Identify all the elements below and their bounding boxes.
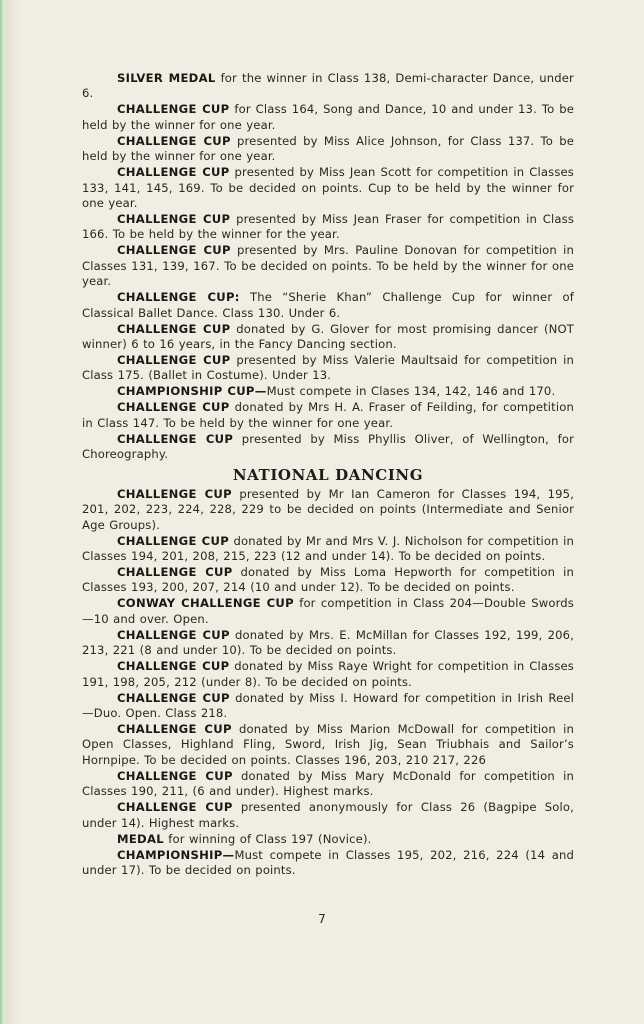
award-title: CHALLENGE CUP — [117, 133, 231, 148]
award-description: presented by Miss Jean Scott for competition in Classes 133, 141, 145, 169. To be decided on points. Cup to be held by the winner for one year. — [82, 165, 575, 211]
award-description: presented by Miss Jean Fraser for competition in Class 166. To be held by the winner for the year. — [82, 212, 575, 242]
award-entry — [82, 628, 574, 659]
award-title: CHALLENGE CUP — [117, 533, 230, 548]
award-title: CHALLENGE CUP: — [117, 290, 240, 305]
award-entry — [82, 212, 574, 243]
award-title: MEDAL — [117, 831, 164, 846]
award-entry — [82, 769, 574, 800]
award-description: for winning of Class 197 (Novice). — [163, 831, 372, 846]
award-entry — [82, 290, 574, 321]
award-title: SILVER MEDAL — [117, 71, 216, 85]
award-description: for the winner in Class 138, Demi-character Dance, under 6. — [82, 71, 574, 101]
award-title: CHALLENGE CUP — [117, 564, 233, 579]
award-title: CHALLENGE CUP — [117, 659, 230, 674]
award-entry — [82, 534, 574, 565]
award-entry — [82, 691, 574, 722]
award-title: CHALLENGE CUP — [117, 165, 230, 180]
award-description: donated by Miss Raye Wright for competition in Classes 191, 198, 205, 212 (under 8). To be decided on points. — [82, 659, 574, 689]
award-title: CHALLENGE CUP — [117, 353, 231, 368]
award-title: CHALLENGE CUP — [117, 627, 230, 642]
award-entry — [82, 722, 574, 768]
award-description: Must compete in Clases 134, 142, 146 and 170. — [266, 384, 556, 399]
award-entry — [82, 353, 574, 384]
award-description: donated by Miss Mary McDonald for competition in Classes 190, 211, (6 and under). Highest marks. — [82, 768, 574, 799]
award-entry — [82, 165, 574, 211]
award-entry — [82, 71, 574, 102]
section-heading-national-dancing: NATIONAL DANCING — [232, 465, 424, 484]
award-description: donated by Miss Marion McDowall for competition in Open Classes, Highland Fling, Sword, Irish Jig, Sean Triubhais and Sailor’s Hornpipe. To be decided on points. Classes 196, 203, 210 217, 226 — [82, 721, 574, 767]
document-page — [82, 71, 574, 879]
award-entry — [82, 565, 574, 596]
award-entry — [82, 102, 574, 133]
award-description: donated by Mrs. E. McMillan for Classes 192, 199, 206, 213, 221 (8 and under 10). To be decided on points. — [82, 627, 574, 658]
entries-top-list — [82, 71, 574, 463]
award-title: CHALLENGE CUP — [117, 212, 231, 227]
award-entry — [82, 832, 574, 847]
award-title: CHALLENGE CUP — [117, 768, 233, 783]
award-description: The “Sherie Khan” Challenge Cup for winner of Classical Ballet Dance. Class 130. Under 6. — [82, 290, 574, 320]
award-description: for competition in Class 204—Double Swords—10 and over. Open. — [82, 596, 574, 626]
award-title: CHALLENGE CUP — [117, 800, 233, 815]
page-gutter-shadow — [5, 0, 19, 1024]
award-title: CHAMPIONSHIP CUP— — [117, 384, 267, 399]
award-description: presented by Miss Alice Johnson, for Class 137. To be held by the winner for one year. — [82, 133, 574, 164]
award-entry — [82, 243, 574, 289]
award-title: CHALLENGE CUP — [117, 102, 230, 117]
award-entry — [82, 134, 574, 165]
award-title: CHALLENGE CUP — [117, 431, 234, 446]
award-description: Must compete in Classes 195, 202, 216, 224 (14 and under 17). To be decided on points. — [82, 847, 574, 877]
award-title: CHALLENGE CUP — [117, 721, 232, 736]
entries-national-list — [82, 487, 574, 879]
award-title: CHAMPIONSHIP— — [117, 847, 235, 862]
award-title: CHALLENGE CUP — [117, 690, 230, 705]
award-description: donated by Miss Loma Hepworth for competition in Classes 193, 200, 207, 214 (10 and under 12). To be decided on points. — [82, 564, 574, 595]
award-description: donated by Mrs H. A. Fraser of Feilding, for competition in Class 147. To be held by the winner for one year. — [82, 400, 574, 430]
award-title: CONWAY CHALLENGE CUP — [117, 596, 294, 611]
award-description: donated by Miss I. Howard for competition in Irish Reel—Duo. Open. Class 218. — [82, 690, 575, 720]
award-entry — [82, 322, 574, 353]
award-description: donated by Mr and Mrs V. J. Nicholson for competition in Classes 194, 201, 208, 215, 223 (12 and under 14). To be decided on points. — [82, 533, 574, 563]
award-entry — [82, 659, 574, 690]
award-entry — [82, 800, 574, 831]
award-description: presented anonymously for Class 26 (Bagpipe Solo, under 14). Highest marks. — [82, 800, 574, 830]
award-title: CHALLENGE CUP — [117, 486, 232, 501]
award-description: presented by Miss Phyllis Oliver, of Wellington, for Choreography. — [82, 431, 575, 462]
award-entry — [82, 384, 574, 399]
award-description: for Class 164, Song and Dance, 10 and under 13. To be held by the winner for one year. — [82, 102, 575, 132]
award-entry — [82, 400, 574, 431]
award-description: presented by Miss Valerie Maultsaid for competition in Class 175. (Ballet in Costume). Under 13. — [82, 353, 574, 383]
award-title: CHALLENGE CUP — [117, 243, 231, 258]
award-title: CHALLENGE CUP — [117, 321, 231, 336]
award-title: CHALLENGE CUP — [117, 400, 230, 415]
award-entry — [82, 848, 574, 879]
page-number: 7 — [318, 912, 326, 926]
award-description: donated by G. Glover for most promising dancer (NOT winner) 6 to 16 years, in the Fancy Dancing section. — [82, 321, 575, 352]
award-entry — [82, 487, 574, 533]
award-entry — [82, 432, 574, 463]
award-description: presented by Mrs. Pauline Donovan for competition in Classes 131, 139, 167. To be decided on points. To be held by the winner for one year. — [82, 243, 575, 289]
award-description: presented by Mr Ian Cameron for Classes 194, 195, 201, 202, 223, 224, 228, 229 to be decided on points (Intermediate and Senior Age Groups). — [82, 486, 575, 532]
award-entry — [82, 596, 574, 627]
